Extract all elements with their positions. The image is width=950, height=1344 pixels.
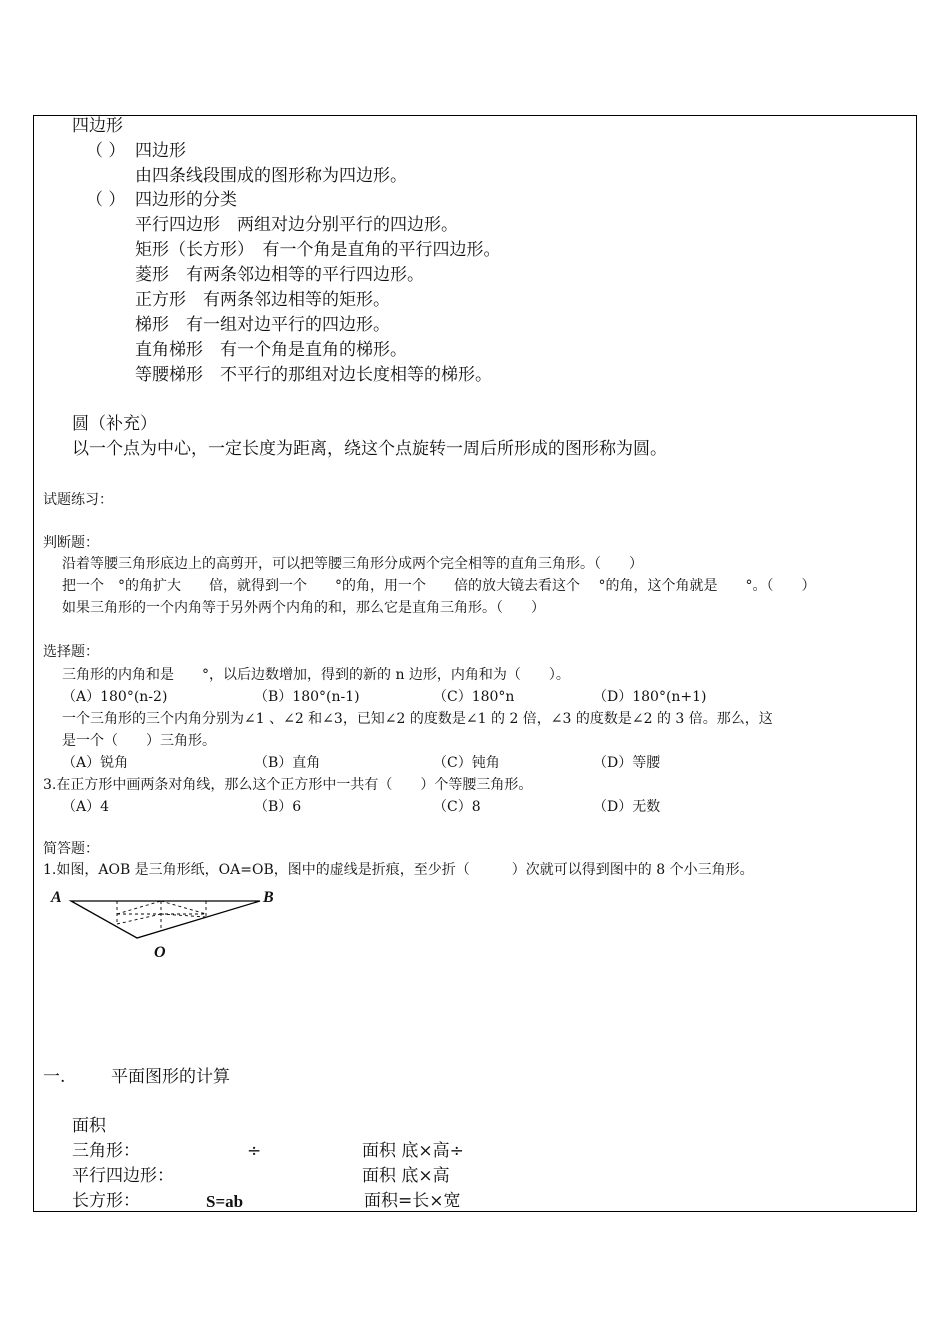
quad-type: 菱形 有两条邻边相等的平行四边形。 — [135, 265, 424, 285]
section-title: 平面图形的计算 — [111, 1067, 230, 1087]
choice-option: （A）180°(n-2) — [62, 689, 168, 705]
circle-def: 以一个点为中心，一定长度为距离，绕这个点旋转一周后所形成的图形称为圆。 — [72, 439, 667, 459]
choice-option: （D）180°(n+1) — [593, 689, 707, 705]
judge-item: 把一个 °的角扩大 倍，就得到一个 °的角，用一个 倍的放大镜去看这个 °的角，这个角就是 °。（ ） — [62, 578, 816, 594]
area-row-formula: S=ab — [206, 1192, 244, 1211]
choice-option: （B）6 — [254, 799, 302, 815]
quad-type: 正方形 有两条邻边相等的矩形。 — [135, 290, 390, 310]
choice-option: （C）180°n — [433, 689, 515, 705]
choice-option: （C）8 — [433, 799, 481, 815]
practice-heading: 试题练习： — [43, 492, 113, 508]
choice-option: （B）直角 — [254, 755, 321, 771]
area-row-formula: ÷ — [247, 1141, 262, 1161]
figure-label-a: A — [51, 889, 62, 906]
quad-heading: 四边形 — [72, 116, 123, 136]
quad-s2-marker: （ ） — [86, 190, 126, 210]
quad-type: 梯形 有一组对边平行的四边形。 — [135, 315, 390, 335]
choice-option: （A）4 — [62, 799, 110, 815]
quad-type: 矩形（长方形） 有一个角是直角的平行四边形。 — [135, 240, 501, 260]
quad-type: 直角梯形 有一个角是直角的梯形。 — [135, 340, 407, 360]
choice-option: （D）无数 — [593, 799, 661, 815]
choice-heading: 选择题： — [43, 644, 99, 660]
figure-label-b: B — [263, 889, 274, 906]
choice-question: 3.在正方形中画两条对角线，那么这个正方形中一共有（ ）个等腰三角形。 — [43, 777, 533, 793]
figure-label-o: O — [154, 944, 166, 961]
quad-type: 等腰梯形 不平行的那组对边长度相等的梯形。 — [135, 365, 492, 385]
quad-type: 平行四边形 两组对边分别平行的四边形。 — [135, 215, 458, 235]
area-heading: 面积 — [72, 1116, 106, 1136]
quad-s1-title: 四边形 — [135, 141, 186, 161]
area-row-name: 三角形： — [72, 1141, 140, 1161]
area-row-text: 面积=长×宽 — [364, 1191, 461, 1211]
area-row-text: 面积 底×高÷ — [362, 1141, 464, 1161]
circle-title: 圆（补充） — [72, 414, 157, 434]
area-row-name: 平行四边形： — [72, 1166, 174, 1186]
short-answer-question: 1.如图，AOB 是三角形纸，OA=OB，图中的虚线是折痕，至少折（ ）次就可以得到图中的 8 个小三角形。 — [43, 862, 754, 878]
area-row-text: 面积 底×高 — [362, 1166, 450, 1186]
choice-option: （D）等腰 — [593, 755, 661, 771]
judge-item: 沿着等腰三角形底边上的高剪开，可以把等腰三角形分成两个完全相等的直角三角形。（ ） — [62, 556, 643, 572]
section-number: 一. — [43, 1067, 66, 1087]
choice-question-cont: 是一个（ ）三角形。 — [62, 733, 216, 749]
judge-heading: 判断题： — [43, 535, 99, 551]
choice-question: 三角形的内角和是 °，以后边数增加，得到的新的 n 边形，内角和为（ ）。 — [62, 667, 570, 683]
choice-option: （B）180°(n-1) — [254, 689, 360, 705]
judge-item: 如果三角形的一个内角等于另外两个内角的和，那么它是直角三角形。（ ） — [62, 600, 545, 616]
choice-question: 一个三角形的三个内角分别为∠1 、∠2 和∠3，已知∠2 的度数是∠1 的 2 倍，∠3 的度数是∠2 的 3 倍。那么，这 — [62, 711, 773, 727]
quad-s1-marker: （ ） — [86, 141, 126, 161]
quad-s2-title: 四边形的分类 — [135, 190, 237, 210]
quad-s1-def: 由四条线段围成的图形称为四边形。 — [135, 166, 407, 186]
choice-option: （C）钝角 — [433, 755, 500, 771]
short-answer-heading: 简答题： — [43, 841, 99, 857]
area-row-name: 长方形： — [72, 1191, 140, 1211]
choice-option: （A）锐角 — [62, 755, 129, 771]
